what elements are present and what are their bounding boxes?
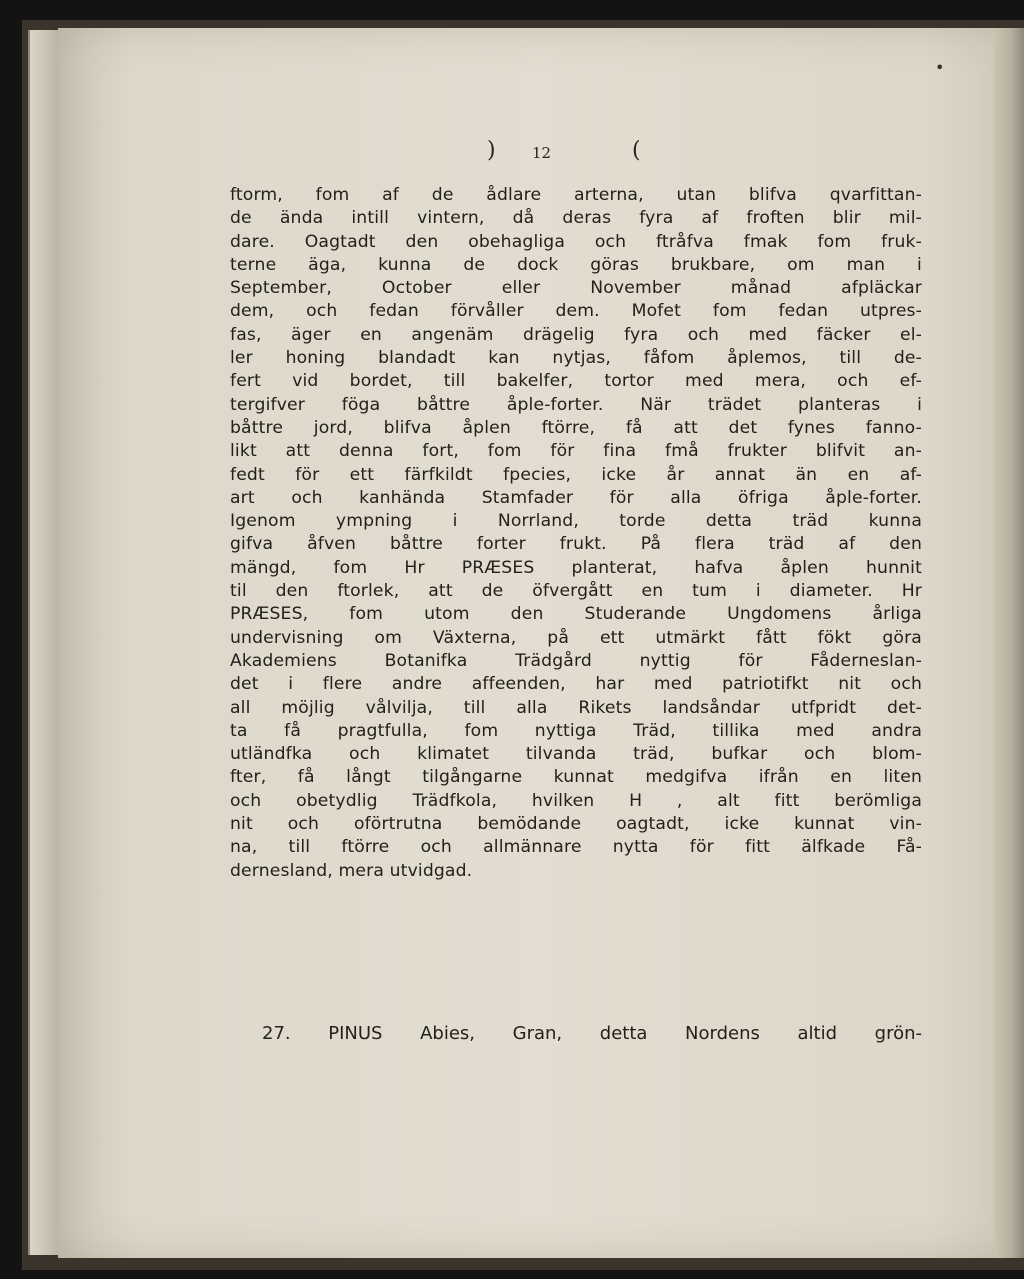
text-line: fter, få långt tilgångarne kunnat medgifva ifrån en liten bbox=[230, 767, 922, 788]
text-line: utländfka och klimatet tilvanda träd, bufkar och blom- bbox=[230, 744, 922, 765]
next-entry-line: 27. PINUS Abies, Gran, detta Nordens altid grön- bbox=[262, 1023, 922, 1044]
text-line: de ända intill vintern, då deras fyra af froften blir mil- bbox=[230, 208, 922, 229]
text-line: ftorm, fom af de ådlare arterna, utan blifva qvarfittan- bbox=[230, 185, 922, 205]
text-line: ler honing blandadt kan nytjas, fåfom åplemos, till de- bbox=[230, 348, 922, 369]
text-line: ta få pragtfulla, fom nyttiga Träd, tillika med andra bbox=[230, 720, 922, 741]
page-edge bbox=[28, 30, 60, 1255]
ink-mark: • bbox=[935, 58, 945, 77]
text-line: September, October eller November månad afpläckar bbox=[230, 278, 922, 299]
text-line: fas, äger en angenäm drägelig fyra och med fäcker el- bbox=[230, 324, 922, 345]
text-line: dare. Oagtadt den obehagliga och ftråfva fmak fom fruk- bbox=[230, 231, 922, 252]
header-left-ornament: ) bbox=[487, 138, 496, 163]
text-line: dem, och fedan förvåller dem. Mofet fom fedan utpres- bbox=[230, 301, 922, 322]
text-line: terne äga, kunna de dock göras brukbare, om man i bbox=[230, 254, 922, 275]
text-line: fert vid bordet, till bakelfer, tortor med mera, och ef- bbox=[230, 371, 922, 392]
text-line: all möjlig vålvilja, till alla Rikets landsåndar utfpridt det- bbox=[230, 697, 922, 718]
text-line: och obetydlig Trädfkola, hvilken H , alt fitt berömliga bbox=[230, 790, 922, 811]
header-right-ornament: ( bbox=[632, 138, 641, 163]
text-line: mängd, fom Hr PRÆSES planterat, hafva åplen hunnit bbox=[230, 557, 922, 578]
book-gutter bbox=[994, 28, 1024, 1258]
text-line: Igenom ympning i Norrland, torde detta träd kunna bbox=[230, 511, 922, 532]
text-line: til den ftorlek, att de öfvergått en tum i diameter. Hr bbox=[230, 581, 922, 602]
running-header bbox=[487, 138, 647, 168]
text-line: fedt för ett färfkildt fpecies, icke år annat än en af- bbox=[230, 464, 922, 485]
text-line: gifva åfven båttre forter frukt. På flera träd af den bbox=[230, 534, 922, 555]
text-line: tergifver föga båttre åple-forter. När trädet planteras i bbox=[230, 394, 922, 415]
text-line: na, till ftörre och allmännare nytta för fitt älfkade Få- bbox=[230, 837, 922, 858]
text-line: nit och oförtrutna bemödande oagtadt, icke kunnat vin- bbox=[230, 814, 922, 835]
text-line: båttre jord, blifva åplen ftörre, få att det fynes fanno- bbox=[230, 417, 922, 438]
text-line: undervisning om Växterna, på ett utmärkt fått fökt göra bbox=[230, 627, 922, 648]
text-line: likt att denna fort, fom för fina fmå frukter blifvit an- bbox=[230, 441, 922, 462]
text-line: dernesland, mera utvidgad. bbox=[230, 860, 473, 881]
text-line: PRÆSES, fom utom den Studerande Ungdomens årliga bbox=[230, 604, 922, 625]
page-number: 12 bbox=[532, 144, 552, 162]
text-line: art och kanhända Stamfader för alla öfriga åple-forter. bbox=[230, 487, 922, 508]
text-line: det i flere andre affeenden, har med patriotifkt nit och bbox=[230, 674, 922, 695]
body-text bbox=[230, 184, 922, 883]
text-line: Akademiens Botanifka Trädgård nyttig för Fåderneslan- bbox=[230, 650, 922, 671]
